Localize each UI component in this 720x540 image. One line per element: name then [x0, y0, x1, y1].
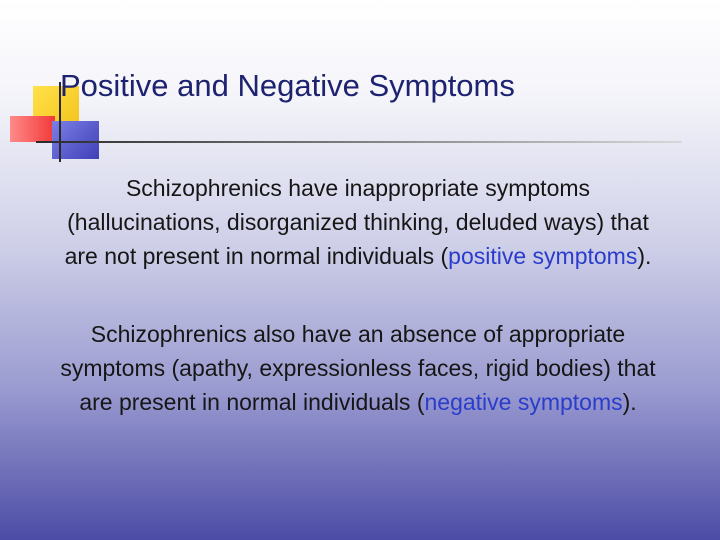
highlight-positive-symptoms: positive symptoms — [448, 243, 638, 269]
highlight-negative-symptoms: negative symptoms — [424, 389, 623, 415]
slide-title: Positive and Negative Symptoms — [60, 68, 515, 103]
paragraph-text: Schizophrenics have inappropriate symptoms (hallucinations, disorganized thinking, deluded ways) that are not present in normal individuals ( — [64, 175, 649, 269]
decor-red-rectangle — [10, 116, 55, 142]
paragraph-text-end: ). — [622, 389, 637, 415]
paragraph-negative-symptoms — [48, 317, 668, 419]
paragraph-text: Schizophrenics also have an absence of appropriate symptoms (apathy, expressionless faces, rigid bodies) that are present in normal individuals ( — [60, 321, 656, 415]
paragraph-positive-symptoms — [48, 171, 668, 273]
title-underline — [36, 141, 682, 143]
paragraph-text-end: ). — [637, 243, 652, 269]
